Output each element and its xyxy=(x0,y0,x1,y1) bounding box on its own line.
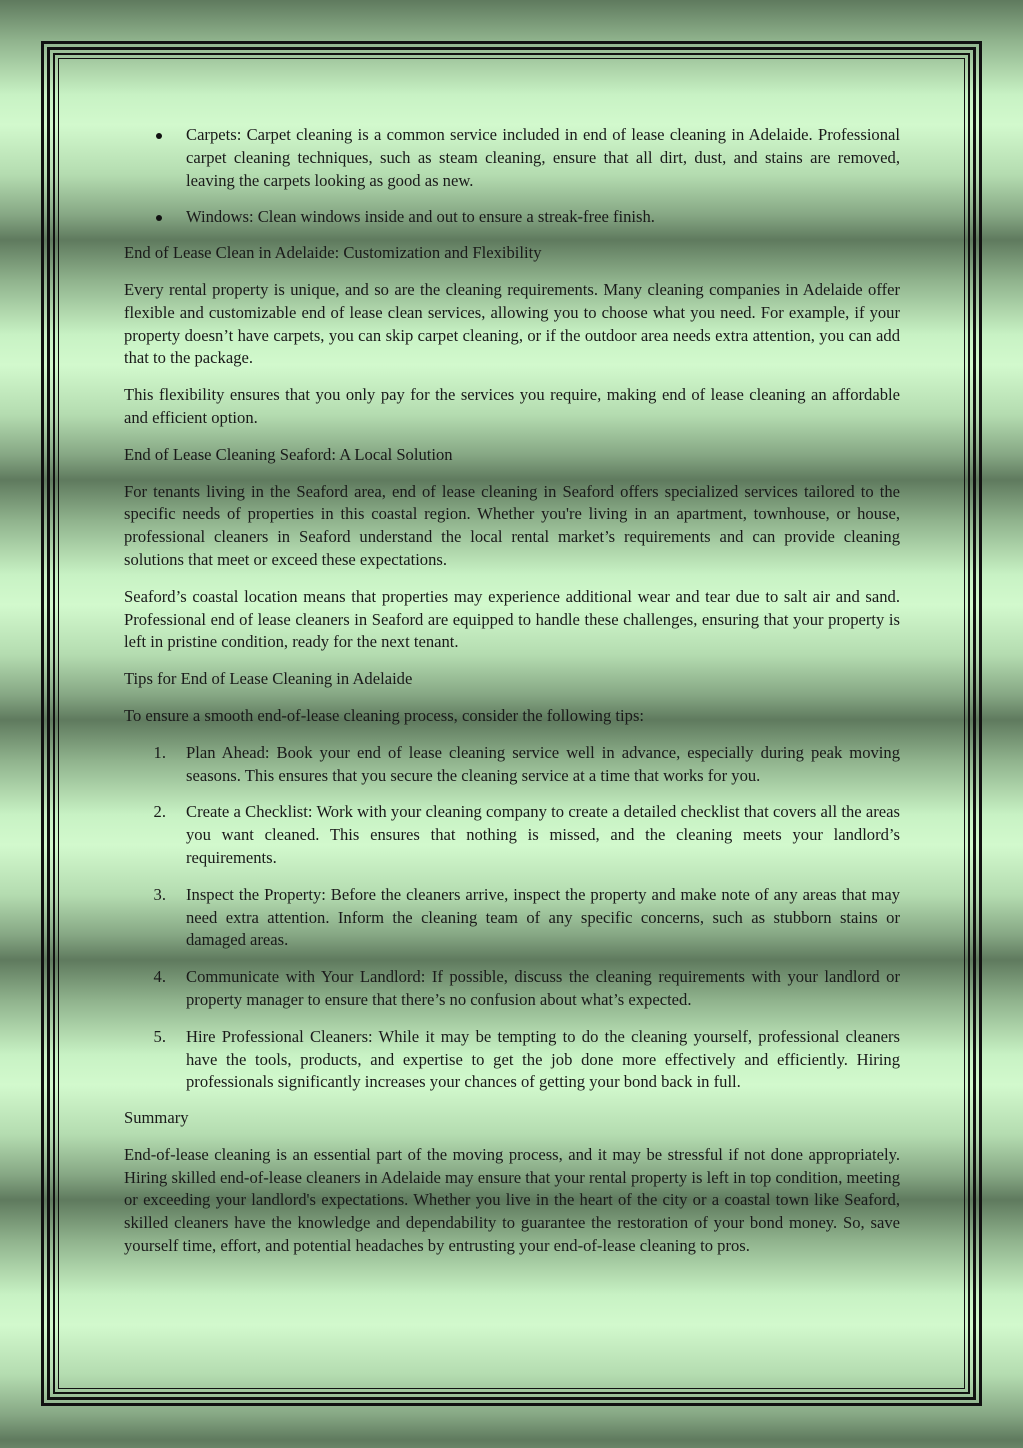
section-heading: End of Lease Cleaning Seaford: A Local Solution xyxy=(124,444,453,464)
list-number: 5. xyxy=(153,1026,166,1046)
list-item-text: Carpets: Carpet cleaning is a common service included in end of lease cleaning in Adelaide. Professional carpet cleaning techniques, such as steam cleaning, ensure that all dirt, dust, and stains are removed, leaving the carpets looking as good as new. xyxy=(186,125,900,190)
bullet-icon xyxy=(156,133,162,139)
document-body xyxy=(124,124,900,1272)
list-item-text: Plan Ahead: Book your end of lease cleaning service well in advance, especially during peak moving seasons. This ensures that you secure the cleaning service at a time that works for you. xyxy=(186,742,900,785)
list-item-text: Windows: Clean windows inside and out to ensure a streak-free finish. xyxy=(186,207,655,227)
paragraph: This flexibility ensures that you only pay for the services you require, making end of lease cleaning an affordable and efficient option. xyxy=(124,385,900,427)
bullet-list xyxy=(124,124,900,229)
list-item-text: Hire Professional Cleaners: While it may be tempting to do the cleaning yourself, professional cleaners have the tools, products, and expertise to get the job done more effectively and efficiently. Hiring professionals significantly increases your chances of getting your bond back in full. xyxy=(186,1026,900,1092)
list-item xyxy=(124,742,900,788)
section-heading: End of Lease Clean in Adelaide: Customization and Flexibility xyxy=(124,243,542,263)
section-heading: Summary xyxy=(124,1108,189,1128)
paragraph: For tenants living in the Seaford area, end of lease cleaning in Seaford offers specialized services tailored to the specific needs of properties in this coastal region. Whether you're living in an apartment, townhouse, or house, professional cleaners in Seaford understand the local rental market’s requirements and can provide cleaning solutions that meet or exceed these expectations. xyxy=(124,481,900,569)
bullet-icon xyxy=(156,215,162,221)
paragraph: End-of-lease cleaning is an essential part of the moving process, and it may be stressful if not done appropriately. Hiring skilled end-of-lease cleaners in Adelaide may ensure that your rental property is left in top condition, meeting or exceeding your landlord's expectations. Whether you live in the heart of the city or a coastal town like Seaford, skilled cleaners have the knowledge and dependability to guarantee the restoration of your bond money. So, save yourself time, effort, and potential headaches by entrusting your end-of-lease cleaning to pros. xyxy=(124,1144,900,1256)
paragraph: Seaford’s coastal location means that properties may experience additional wear and tear due to salt air and sand. Professional end of lease cleaners in Seaford are equipped to handle these challenges, ensuring that your property is left in pristine condition, ready for the next tenant. xyxy=(124,586,900,652)
list-item xyxy=(124,206,900,229)
paragraph: Every rental property is unique, and so are the cleaning requirements. Many cleaning companies in Adelaide offer flexible and customizable end of lease clean services, allowing you to choose what you need. For example, if your property doesn’t have carpets, you can skip carpet cleaning, or if the outdoor area needs extra attention, you can add that to the package. xyxy=(124,279,900,368)
list-item xyxy=(124,801,900,869)
list-number: 2. xyxy=(153,802,166,822)
list-number: 1. xyxy=(153,742,166,762)
list-item-text: Communicate with Your Landlord: If possible, discuss the cleaning requirements with your landlord or property manager to ensure that there’s no confusion about what’s expected. xyxy=(186,967,900,1009)
section-heading: Tips for End of Lease Cleaning in Adelaide xyxy=(124,669,413,689)
list-number: 4. xyxy=(153,967,166,987)
list-item xyxy=(124,884,900,952)
tips-list xyxy=(124,742,900,1094)
list-number: 3. xyxy=(153,884,166,904)
paragraph: To ensure a smooth end-of-lease cleaning process, consider the following tips: xyxy=(124,705,645,725)
list-item-text: Create a Checklist: Work with your cleaning company to create a detailed checklist that covers all the areas you want cleaned. This ensures that nothing is missed, and the cleaning meets your landlord’s requirements. xyxy=(186,802,900,867)
list-item xyxy=(124,124,900,192)
list-item xyxy=(124,1026,900,1094)
list-item-text: Inspect the Property: Before the cleaners arrive, inspect the property and make note of any areas that may need extra attention. Inform the cleaning team of any specific concerns, such as stubborn stains or damaged areas. xyxy=(186,884,900,950)
list-item xyxy=(124,966,900,1012)
